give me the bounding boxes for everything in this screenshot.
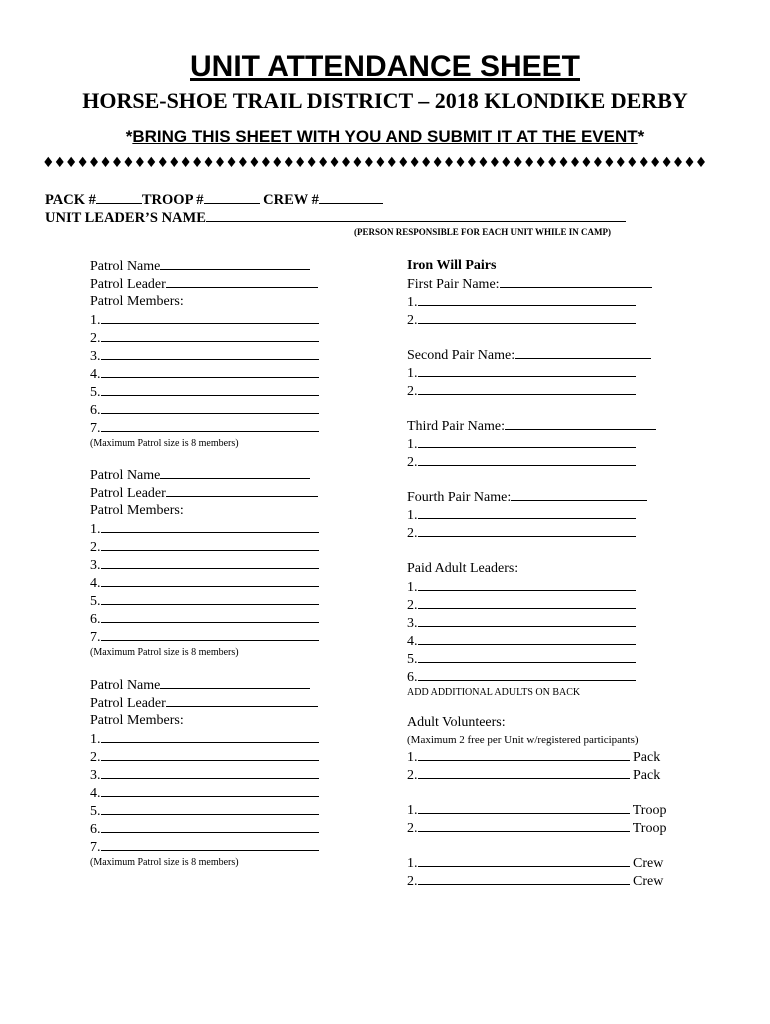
unit-leader-field[interactable] [206,209,626,222]
patrol-member-field[interactable] [101,628,319,641]
patrol-member [90,401,319,419]
patrol-member [90,766,319,784]
patrol-leader [90,275,319,293]
patrol-member-field[interactable] [101,730,319,743]
patrol-member [90,730,319,748]
patrol-member-label: 4. [90,367,101,382]
unit-number-row [45,191,383,209]
patrol-member [90,347,319,365]
page-title: UNIT ATTENDANCE SHEET [190,50,580,83]
volunteer-pack-label: 2. [407,768,418,783]
spacer [407,471,656,488]
paid-adult-heading-label: Paid Adult Leaders: [407,561,519,576]
pair-member-label: 1. [407,437,418,452]
patrol-member-field[interactable] [101,520,319,533]
patrol-members-label: Patrol Members: [90,503,184,518]
pair-name [407,275,656,293]
paid-adult [407,650,636,668]
patrol-name [90,257,319,275]
troop-label: TROOP # [141,192,204,208]
volunteer-troop-label: 1. [407,803,418,818]
diamond-divider: ♦♦♦♦♦♦♦♦♦♦♦♦♦♦♦♦♦♦♦♦♦♦♦♦♦♦♦♦♦♦♦♦♦♦♦♦♦♦♦♦♦♦♦♦♦♦♦♦♦♦♦♦♦♦♦♦♦♦ [42,155,707,171]
pair-member [407,382,656,400]
pair-member-label: 2. [407,384,418,399]
pair-member-field[interactable] [418,506,636,519]
patrol-member-label: 7. [90,630,101,645]
patrol-member-label: 6. [90,612,101,627]
patrol-member-field[interactable] [101,748,319,761]
pair-member-field[interactable] [418,311,636,324]
pair-member-field[interactable] [418,524,636,537]
volunteer-heading-label: Adult Volunteers: [407,715,506,730]
volunteer-pack-field[interactable] [418,748,630,761]
patrol-member-field[interactable] [101,556,319,569]
paid-adult [407,668,636,686]
patrol-member-field[interactable] [101,401,319,414]
paid-adult-label: 6. [407,670,418,685]
patrol-member-field[interactable] [101,766,319,779]
iron-will-section [407,257,656,542]
patrol-member-field[interactable] [101,784,319,797]
pair-member-field[interactable] [418,293,636,306]
volunteer-pack-field[interactable] [418,766,630,779]
volunteer-troop-suffix: Troop [632,803,667,818]
patrol-member [90,311,319,329]
volunteer-troop [407,801,666,819]
pair-member-label: 2. [407,313,418,328]
patrol-size-note: (Maximum Patrol size is 8 members) [90,438,239,449]
volunteer-pack-suffix: Pack [633,768,661,783]
volunteer-pack [407,766,666,784]
pair-name-field[interactable] [505,417,656,430]
pair-member-field[interactable] [418,382,636,395]
paid-adult [407,614,636,632]
patrol-members [90,293,319,311]
pair-member-label: 2. [407,455,418,470]
patrol-member [90,419,319,437]
patrol-member-label: 2. [90,331,101,346]
patrol-name-label: Patrol Name [90,259,161,274]
pair-name-field[interactable] [511,488,647,501]
add-adults-note: ADD ADDITIONAL ADULTS ON BACK [407,687,581,698]
pair-name [407,488,656,506]
spacer [407,784,666,801]
patrol-block-3 [90,676,319,870]
paid-adult-field[interactable] [418,650,636,663]
troop-field[interactable] [204,191,260,204]
patrol-member [90,820,319,838]
patrol-member [90,365,319,383]
volunteer-crew-field[interactable] [418,854,630,867]
pair-member-label: 1. [407,366,418,381]
paid-adult-field[interactable] [418,668,636,681]
pair-name-field[interactable] [500,275,652,288]
paid-adult-label: 4. [407,634,418,649]
volunteer-crew-label: 1. [407,856,418,871]
patrol-member-field[interactable] [101,610,319,623]
patrol-size-note: (Maximum Patrol size is 8 members) [90,857,239,868]
patrol-member-label: 2. [90,540,101,555]
unit-leader-note: (PERSON RESPONSIBLE FOR EACH UNIT WHILE IN CAMP) [354,227,611,237]
paid-adult-label: 2. [407,598,418,613]
pair-name [407,346,656,364]
patrol-leader [90,694,319,712]
patrol-member-label: 6. [90,822,101,837]
paid-adult [407,596,636,614]
patrol-member [90,592,319,610]
page-subtitle: HORSE-SHOE TRAIL DISTRICT – 2018 KLONDIKE DERBY [82,88,688,113]
pair-member-field[interactable] [418,453,636,466]
patrol-member [90,574,319,592]
patrol-member-field[interactable] [101,311,319,324]
paid-adult-heading [407,560,636,578]
patrol-member [90,802,319,820]
volunteer-crew-label: 2. [407,874,418,889]
pair-name-field[interactable] [515,346,651,359]
volunteer-section [407,714,666,890]
patrol-name-field[interactable] [160,257,310,270]
volunteer-crew [407,872,666,890]
paid-adult-label: 5. [407,652,418,667]
patrol-member-label: 7. [90,840,101,855]
volunteer-note: (Maximum 2 free per Unit w/registered participants) [407,734,639,746]
patrol-name [90,466,319,484]
patrol-member-label: 4. [90,786,101,801]
patrol-members [90,712,319,730]
patrol-member-field[interactable] [101,347,319,360]
paid-adult-field[interactable] [418,578,636,591]
patrol-member-label: 3. [90,349,101,364]
patrol-member-label: 1. [90,313,101,328]
pair-member [407,293,656,311]
pair-member-label: 1. [407,508,418,523]
patrol-member-label: 4. [90,576,101,591]
unit-leader-row [45,209,626,227]
patrol-block-1 [90,257,319,451]
pair-member-label: 1. [407,295,418,310]
pair-member-label: 2. [407,526,418,541]
pair-member [407,311,656,329]
patrol-block-2 [90,466,319,660]
patrol-member [90,383,319,401]
volunteer-heading [407,714,666,732]
pair-name-label: Second Pair Name: [407,348,516,363]
paid-adult [407,632,636,650]
crew-label: CREW # [263,192,319,208]
patrol-leader-field[interactable] [166,484,318,497]
crew-field[interactable] [319,191,383,204]
patrol-name-field[interactable] [160,466,310,479]
volunteer-crew [407,854,666,872]
patrol-size-note: (Maximum Patrol size is 8 members) [90,647,239,658]
patrol-member-field[interactable] [101,820,319,833]
patrol-member [90,538,319,556]
pair-member [407,364,656,382]
patrol-leader-label: Patrol Leader [90,696,166,711]
pair-member-field[interactable] [418,435,636,448]
volunteer-crew-suffix: Crew [633,856,664,871]
patrol-leader-label: Patrol Leader [90,486,166,501]
patrol-member-field[interactable] [101,329,319,342]
unit-leader-label: UNIT LEADER’S NAME [45,210,206,226]
patrol-member-field[interactable] [101,574,319,587]
paid-adult-label: 1. [407,580,418,595]
patrol-member-field[interactable] [101,365,319,378]
pair-name-label: Fourth Pair Name: [407,490,512,505]
pair-member [407,453,656,471]
patrol-member-label: 6. [90,403,101,418]
paid-adult [407,578,636,596]
instruction-banner: *BRING THIS SHEET WITH YOU AND SUBMIT IT AT THE EVENT* [125,127,645,146]
patrol-member-field[interactable] [101,592,319,605]
paid-adult-label: 3. [407,616,418,631]
iron-will-heading [407,257,656,275]
patrol-member [90,748,319,766]
pair-member-field[interactable] [418,364,636,377]
patrol-member-label: 5. [90,594,101,609]
volunteer-troop-label: 2. [407,821,418,836]
patrol-leader-field[interactable] [166,694,318,707]
pack-label: PACK # [45,192,96,208]
patrol-members-label: Patrol Members: [90,713,184,728]
patrol-member [90,784,319,802]
volunteer-crew-field[interactable] [418,872,630,885]
pair-name-label: First Pair Name: [407,277,500,292]
pair-member [407,506,656,524]
volunteer-pack-label: 1. [407,750,418,765]
patrol-member-field[interactable] [101,419,319,432]
volunteer-pack-suffix: Pack [633,750,661,765]
paid-adult-section [407,560,636,700]
patrol-member-label: 3. [90,768,101,783]
patrol-members-label: Patrol Members: [90,294,184,309]
spacer [407,329,656,346]
patrol-leader-field[interactable] [166,275,318,288]
patrol-member [90,628,319,646]
patrol-member-label: 1. [90,732,101,747]
patrol-member-label: 3. [90,558,101,573]
patrol-member-label: 5. [90,804,101,819]
patrol-member-field[interactable] [101,802,319,815]
patrol-members [90,502,319,520]
volunteer-troop [407,819,666,837]
volunteer-pack [407,748,666,766]
paid-adult-field[interactable] [418,632,636,645]
patrol-member-label: 5. [90,385,101,400]
pair-name-label: Third Pair Name: [407,419,505,434]
patrol-member-label: 2. [90,750,101,765]
paid-adult-field[interactable] [418,614,636,627]
iron-will-heading-label: Iron Will Pairs [407,258,497,273]
patrol-name [90,676,319,694]
volunteer-troop-field[interactable] [418,819,630,832]
patrol-member-label: 1. [90,522,101,537]
patrol-member [90,520,319,538]
patrol-name-label: Patrol Name [90,678,161,693]
patrol-member-field[interactable] [101,383,319,396]
patrol-member [90,329,319,347]
volunteer-troop-suffix: Troop [632,821,667,836]
volunteer-crew-suffix: Crew [633,874,664,889]
patrol-leader-label: Patrol Leader [90,277,166,292]
patrol-member-field[interactable] [101,838,319,851]
patrol-member [90,556,319,574]
spacer [407,837,666,854]
paid-adult-field[interactable] [418,596,636,609]
pair-member [407,435,656,453]
patrol-member [90,610,319,628]
pair-member [407,524,656,542]
pack-field[interactable] [96,191,142,204]
patrol-leader [90,484,319,502]
patrol-name-label: Patrol Name [90,468,161,483]
patrol-member-label: 7. [90,421,101,436]
spacer [407,400,656,417]
patrol-member [90,838,319,856]
volunteer-troop-field[interactable] [418,801,630,814]
pair-name [407,417,656,435]
patrol-name-field[interactable] [160,676,310,689]
patrol-member-field[interactable] [101,538,319,551]
